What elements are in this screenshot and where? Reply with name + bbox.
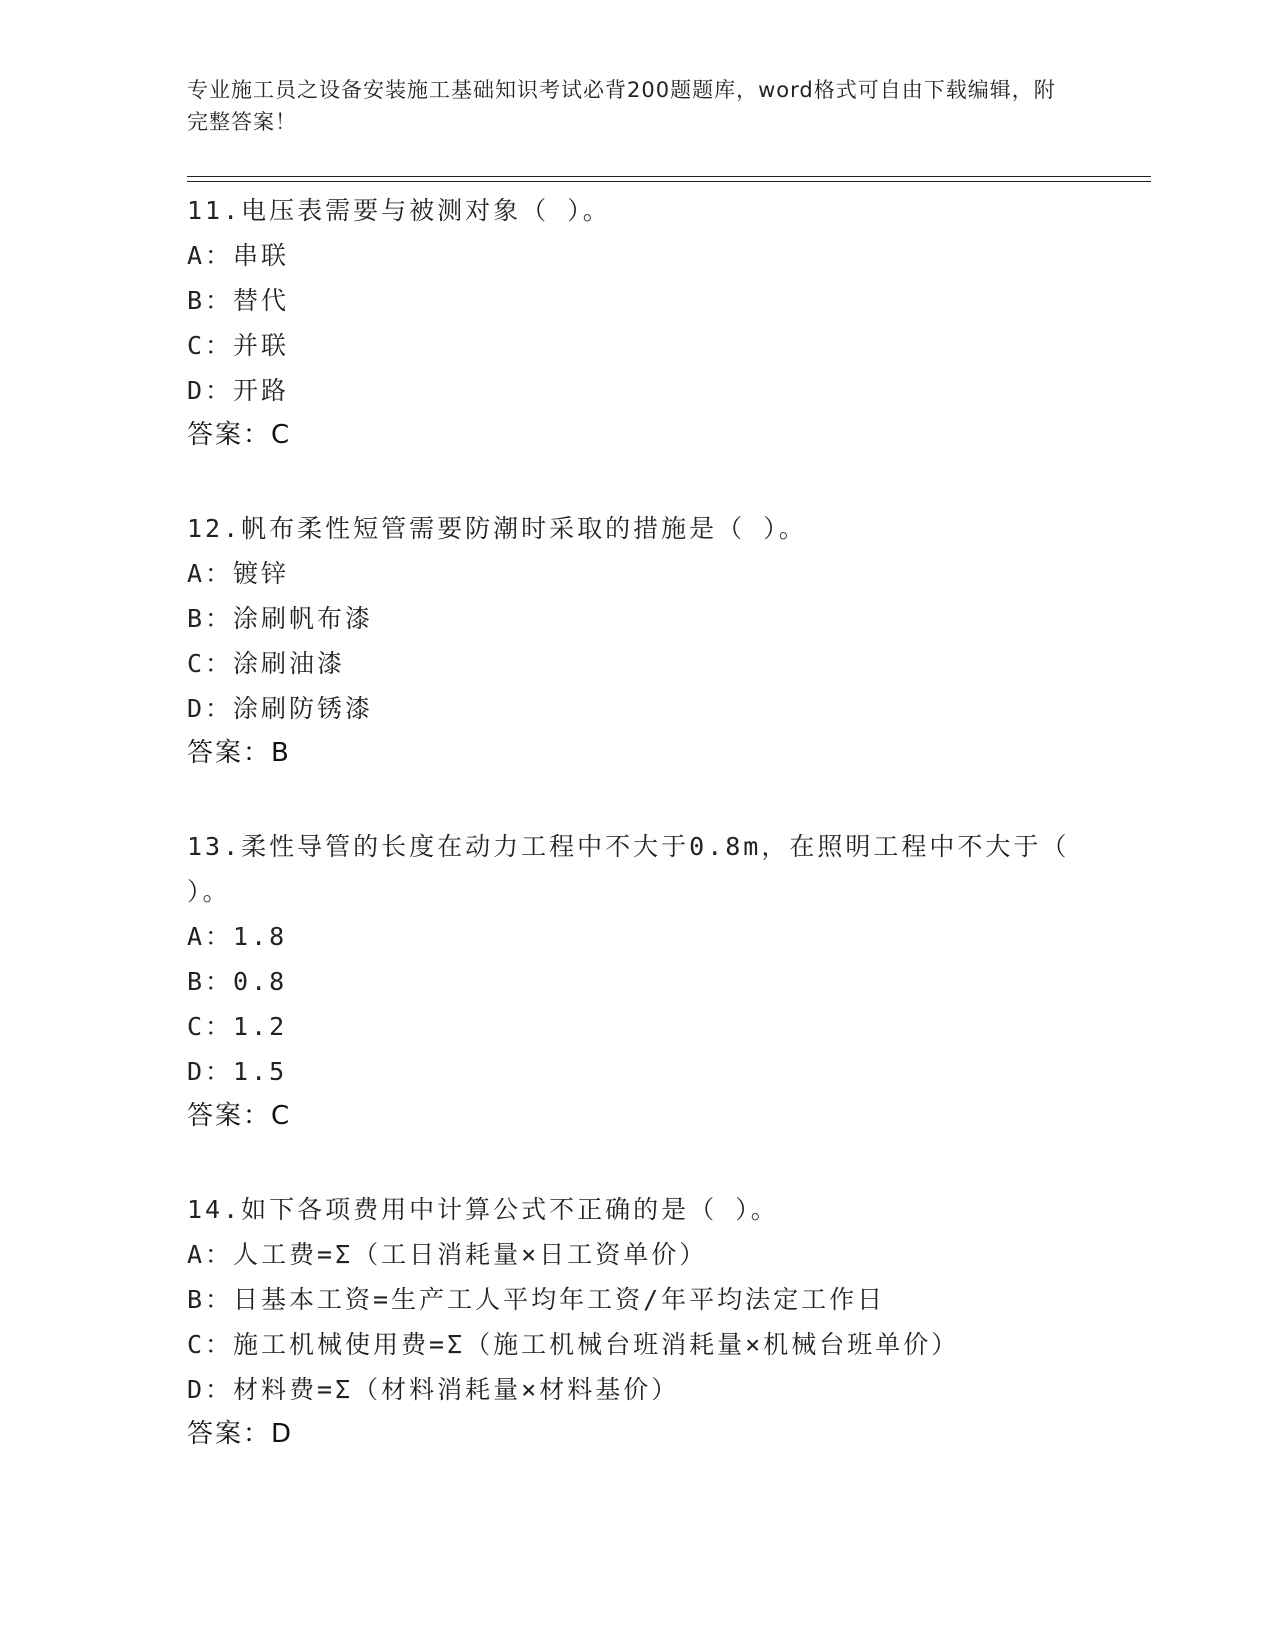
question-14	[187, 1187, 1087, 1457]
option-a: A：1.8	[187, 922, 288, 951]
answer-label: 答案：B	[187, 738, 291, 768]
option-d: D：1.5	[187, 1057, 288, 1086]
question-stem: 13.柔性导管的长度在动力工程中不大于0.8m，在照明工程中不大于（ ）。	[187, 832, 1070, 906]
option-b: B：替代	[187, 286, 290, 315]
question-stem: 14.如下各项费用中计算公式不正确的是（ ）。	[187, 1195, 779, 1224]
option-c: C：施工机械使用费=Σ（施工机械台班消耗量×机械台班单价）	[187, 1330, 960, 1359]
option-c: C：涂刷油漆	[187, 649, 346, 678]
option-a: A：串联	[187, 241, 290, 270]
document-header: 专业施工员之设备安装施工基础知识考试必背200题题库，word格式可自由下载编辑，附完整答案！	[187, 78, 1056, 134]
answer-label: 答案：C	[187, 420, 292, 450]
question-12	[187, 506, 1087, 776]
option-c: C：并联	[187, 331, 290, 360]
option-d: D：涂刷防锈漆	[187, 694, 374, 723]
header-divider-top	[187, 176, 1151, 177]
option-b: B：涂刷帆布漆	[187, 604, 374, 633]
question-13	[187, 824, 1087, 1139]
question-stem: 11.电压表需要与被测对象（ ）。	[187, 196, 611, 225]
option-d: D：开路	[187, 376, 290, 405]
option-d: D：材料费=Σ（材料消耗量×材料基价）	[187, 1375, 680, 1404]
option-c: C：1.2	[187, 1012, 288, 1041]
question-11	[187, 188, 1087, 458]
option-b: B：日基本工资=生产工人平均年工资/年平均法定工作日	[187, 1285, 886, 1314]
answer-label: 答案：D	[187, 1419, 294, 1449]
option-a: A：镀锌	[187, 559, 290, 588]
option-b: B：0.8	[187, 967, 288, 996]
option-a: A：人工费=Σ（工日消耗量×日工资单价）	[187, 1240, 708, 1269]
answer-label: 答案：C	[187, 1101, 292, 1131]
question-stem: 12.帆布柔性短管需要防潮时采取的措施是（ ）。	[187, 514, 807, 543]
header-divider-bottom	[187, 181, 1151, 182]
